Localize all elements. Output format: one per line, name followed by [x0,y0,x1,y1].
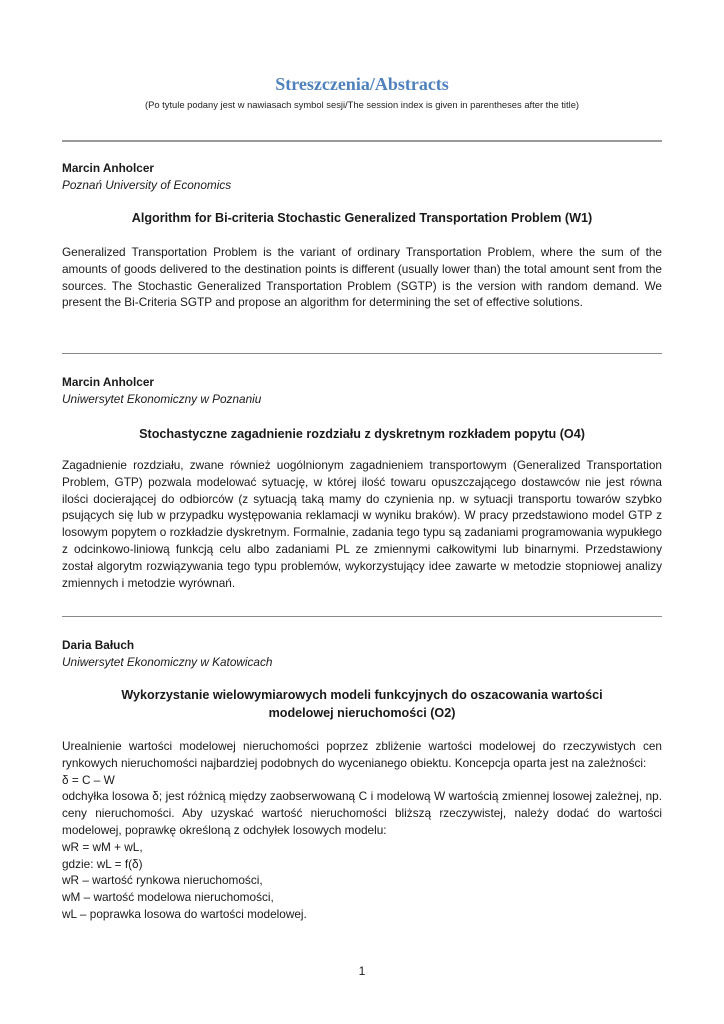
abstract-body: Generalized Transportation Problem is the variant of ordinary Transportation Problem, where the sum of the amounts of goods delivered to the destination points is different (usually lower than) the total amount sent from the sources. The Stochastic Generalized Transportation Problem (SGTP) is the version with random demand. We present the Bi-Criteria SGTP and propose an algorithm for determining the set of effective solutions. [62,245,662,310]
section-divider [62,140,662,142]
abstract-affiliation: Uniwersytet Ekonomiczny w Poznaniu [62,392,262,406]
page-number: 1 [358,964,366,978]
document-title: Streszczenia/Abstracts [275,74,449,94]
definition-line: wL – poprawka losowa do wartości modelowej. [62,906,307,921]
body-paragraph: odchyłka losowa δ; jest różnicą między zaobserwowaną C i modelową W wartością zmiennej losowej zależnej, np. ceny nieruchomości. Aby uzyskać wartość nieruchomości bliższą rzeczywistej, należy dodać do wartości modelowej, poprawkę określoną z odchyłek losowych modelu: [62,789,662,837]
abstract-title [62,686,662,722]
definition-line: wM – wartość modelowa nieruchomości, [62,890,274,905]
abstract-author: Marcin Anholcer [62,375,154,389]
section-divider [62,353,662,354]
abstract-body [62,738,662,923]
abstract-title-line: Wykorzystanie wielowymiarowych modeli funkcyjnych do oszacowania wartości [121,688,603,702]
formula-line: wR = wM + wL, [62,839,143,854]
body-paragraph: Urealnienie wartości modelowej nieruchomości poprzez zbliżenie wartości modelowej do rzeczywistych cen rynkowych nieruchomości najbardziej podobnych do wycenianego obiektu. Koncepcja oparta jest na zależności: [62,739,662,770]
abstract-title: Algorithm for Bi-criteria Stochastic Generalized Transportation Problem (W1) [131,211,593,225]
abstract-author: Marcin Anholcer [62,161,154,175]
abstract-title: Stochastyczne zagadnienie rozdziału z dyskretnym rozkładem popytu (O4) [139,427,585,441]
abstract-author: Daria Bałuch [62,638,135,652]
formula-line: δ = C – W [62,772,115,787]
abstract-affiliation: Uniwersytet Ekonomiczny w Katowicach [62,655,273,669]
document-subtitle: (Po tytule podany jest w nawiasach symbol sesji/The session index is given in parentheses after the title) [144,99,580,110]
abstract-body: Zagadnienie rozdziału, zwane również uogólnionym zagadnieniem transportowym (Generalized Transportation Problem, GTP) pozwala modelować sytuację, w której ilość towaru opuszczającego dostawców nie jest równa ilości docierającej do odbiorców (z sytuacją taką mamy do czynienia np. w sytuacji transportu towarów szybko psujących się lub w przypadku występowania reklamacji w wyniku braków). W pracy przedstawiono model GTP z losowym popytem o rozkładzie dyskretnym. Formalnie, zadania tego typu są zadaniami programowania wypukłego z odcinkowo-liniową funkcją celu albo zadaniami PL ze zmiennymi całkowitymi lub binarnymi. Przedstawiony został algorytm rozwiązywania tego typu problemów, wykorzystujący idee zawarte w metodzie stopniowej analizy zmiennych i metodzie wyrównań. [62,458,662,590]
abstract-title-line: modelowej nieruchomości (O2) [268,706,456,720]
definition-line: wR – wartość rynkowa nieruchomości, [62,873,263,888]
abstract-affiliation: Poznań University of Economics [62,178,232,192]
section-divider [62,616,662,617]
formula-line: gdzie: wL = f(δ) [62,856,143,871]
